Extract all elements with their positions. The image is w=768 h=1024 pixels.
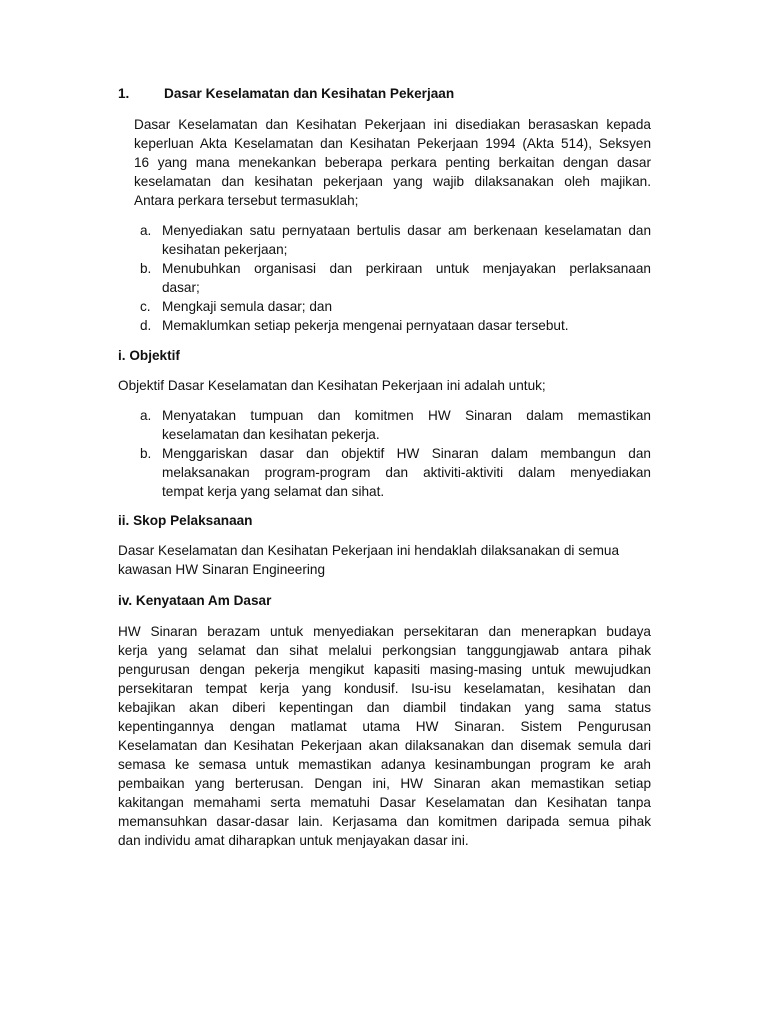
section-title: Dasar Keselamatan dan Kesihatan Pekerjaan xyxy=(164,86,455,101)
list-item-line: Menyediakan satu pernyataan bertulis dasar am berkenaan keselamatan dan xyxy=(162,223,651,238)
intro-line: 16 yang mana menekankan beberapa perkara penting berkaitan dengan dasar xyxy=(134,155,651,170)
objektif-intro: Objektif Dasar Keselamatan dan Kesihatan Pekerjaan ini adalah untuk; xyxy=(118,378,546,393)
list-marker: b. xyxy=(140,446,152,461)
list-marker: b. xyxy=(140,261,152,276)
list-item-line: Menyatakan tumpuan dan komitmen HW Sinaran dalam memastikan xyxy=(162,408,651,423)
intro-line: Dasar Keselamatan dan Kesihatan Pekerjaan ini disediakan berasaskan kepada xyxy=(134,117,651,132)
intro-line: keperluan Akta Keselamatan dan Kesihatan Pekerjaan 1994 (Akta 514), Seksyen xyxy=(134,136,651,151)
skop-heading: ii. Skop Pelaksanaan xyxy=(118,513,253,528)
paragraph-line: kerja yang selamat dan sihat melalui perkongsian tanggungjawab antara pihak xyxy=(118,643,651,658)
paragraph-line: Dasar Keselamatan dan Kesihatan Pekerjaan ini hendaklah dilaksanakan di semua xyxy=(118,543,620,558)
paragraph-line: kepentingannya dengan matlamat utama HW Sinaran. Sistem Pengurusan xyxy=(118,719,651,734)
list-item-line: tempat kerja yang selamat dan sihat. xyxy=(162,484,385,499)
paragraph-line: semasa ke semasa untuk memastikan adanya kesinambungan program ke arah xyxy=(118,757,651,772)
paragraph-line: Keselamatan dan Kesihatan Pekerjaan akan dilaksanakan dan disemak semula dari xyxy=(118,738,651,753)
section-number: 1. xyxy=(118,86,130,101)
intro-line: Antara perkara tersebut termasuklah; xyxy=(134,193,359,208)
paragraph-line: kawasan HW Sinaran Engineering xyxy=(118,562,326,577)
list-item-line: Memaklumkan setiap pekerja mengenai pernyataan dasar tersebut. xyxy=(162,318,569,333)
paragraph-line: kakitangan memahami serta mematuhi Dasar Keselamatan dan Kesihatan tanpa xyxy=(118,795,651,810)
list-marker: d. xyxy=(140,318,152,333)
paragraph-line: kebajikan akan diberi kepentingan dan diambil tindakan yang sama status xyxy=(118,700,651,715)
intro-line: keselamatan dan kesihatan pekerjaan yang wajib dilaksanakan oleh majikan. xyxy=(134,174,651,189)
paragraph-line: persekitaran tempat kerja yang kondusif. Isu-isu keselamatan, kesihatan dan xyxy=(118,681,651,696)
list-marker: c. xyxy=(140,299,151,314)
paragraph-line: pembaikan yang berterusan. Dengan ini, HW Sinaran akan memastikan setiap xyxy=(118,776,651,791)
list-item-line: keselamatan dan kesihatan pekerja. xyxy=(162,427,380,442)
kenyataan-heading: iv. Kenyataan Am Dasar xyxy=(118,593,272,608)
paragraph-line: pengurusan dengan pekerja mengikut kapasiti masing-masing untuk mewujudkan xyxy=(118,662,651,677)
paragraph-line: dan individu amat diharapkan untuk menjayakan dasar ini. xyxy=(118,833,469,848)
paragraph-line: HW Sinaran berazam untuk menyediakan persekitaran dan menerapkan budaya xyxy=(118,624,651,639)
list-item-line: dasar; xyxy=(162,280,200,295)
paragraph-line: memansuhkan dasar-dasar lain. Kerjasama dan komitmen daripada semua pihak xyxy=(118,814,651,829)
list-marker: a. xyxy=(140,223,152,238)
objektif-heading: i. Objektif xyxy=(118,348,180,363)
list-item-line: Mengkaji semula dasar; dan xyxy=(162,299,333,314)
list-item-line: Menggariskan dasar dan objektif HW Sinaran dalam membangun dan xyxy=(162,446,651,461)
list-marker: a. xyxy=(140,408,152,423)
list-item-line: Menubuhkan organisasi dan perkiraan untuk menjayakan perlaksanaan xyxy=(162,261,651,276)
list-item-line: melaksanakan program-program dan aktiviti-aktiviti dalam menyediakan xyxy=(162,465,651,480)
list-item-line: kesihatan pekerjaan; xyxy=(162,242,288,257)
